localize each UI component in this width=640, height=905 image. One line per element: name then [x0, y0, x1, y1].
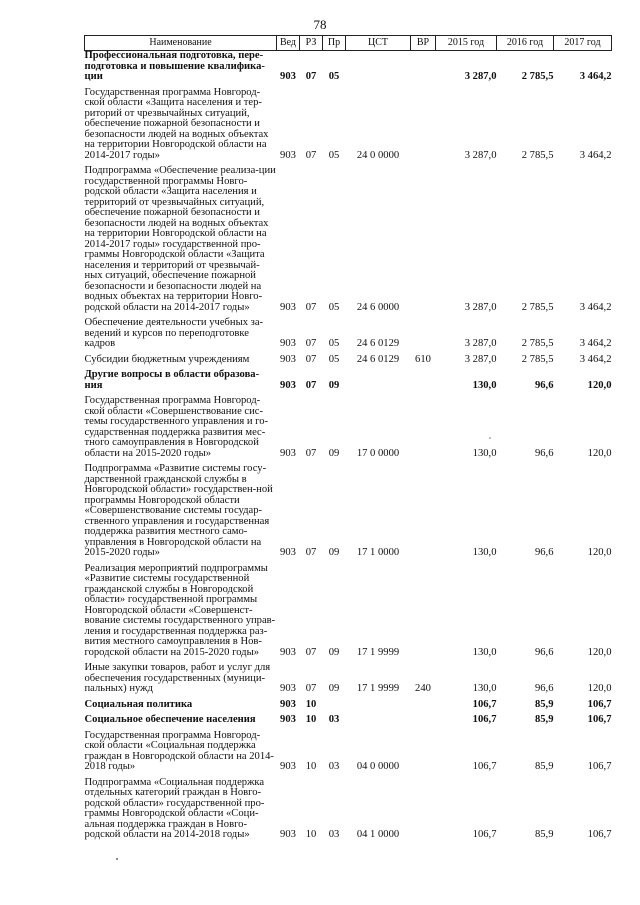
row-rz: 07: [305, 379, 317, 391]
row-2017: 120,0: [587, 447, 612, 459]
row-rz: 10: [305, 698, 317, 710]
row-rz: 10: [305, 714, 317, 725]
row-name: Подпрограмма «Обеспечение реализа-ции государственной программы Новго-родской области «Защита населения и территорий от чрезвычайных ситуаций, обеспечение пожарной безопасности и безопасности людей на водных объектах на территории Новгородской области на 2014-2017 годы» государственной про-граммы Новгородской области «Защита населения и территорий от чрезвычай-ных ситуаций, обеспечение пожарной безопасности и безопасности людей на водных объектах на территории Новго-родской области на 2014-2017 годы»: [84, 165, 276, 313]
table-row: [85, 351, 612, 367]
row-pr: 05: [328, 301, 340, 313]
row-2015: 106,7: [472, 829, 497, 840]
table-body: [85, 51, 612, 842]
header-vr: ВР: [411, 36, 436, 51]
row-2017: 120,0: [587, 646, 612, 658]
row-2016: 2 785,5: [521, 71, 554, 82]
row-2016: 2 785,5: [521, 353, 554, 365]
row-2017: 3 464,2: [579, 149, 612, 161]
row-2015: 130,0: [472, 379, 497, 391]
scan-speck: [489, 437, 491, 439]
row-ved: 903: [280, 338, 296, 349]
row-2015: 130,0: [472, 447, 497, 459]
row-2015: 106,7: [472, 698, 497, 710]
row-pr: 05: [328, 338, 340, 349]
row-2015: 3 287,0: [464, 353, 497, 365]
row-pr: 03: [328, 714, 340, 725]
row-rz: 07: [305, 683, 317, 694]
row-name: Государственная программа Новгород-ской области «Защита населения и тер-риторий от чрезвычайных ситуаций, обеспечение пожарной безопасности и безопасности людей на водных объектах на территории Новгородской области на 2014-2017 годы»: [84, 86, 269, 161]
row-rz: 07: [305, 447, 317, 459]
header-2016: 2016 год: [497, 36, 554, 51]
table-header-row: [85, 36, 612, 51]
row-name: Государственная программа Новгород-ской области «Совершенствование сис-темы государственного управления и го-сударственная поддержка развития мес-тного самоуправления в Новгородской области на 2015-2020 годы»: [84, 395, 269, 459]
table-row: [85, 774, 612, 842]
row-cst: [346, 51, 411, 84]
row-2015: 3 287,0: [464, 301, 497, 313]
row-cst: 17 1 9999: [356, 683, 400, 694]
row-ved: 903: [280, 149, 296, 161]
table-row: [85, 51, 612, 84]
row-2015: 130,0: [472, 646, 497, 658]
row-2017: 106,7: [587, 714, 612, 725]
row-vr: [411, 314, 436, 351]
row-cst: 24 6 0129: [356, 338, 400, 349]
row-2017: 106,7: [587, 698, 612, 710]
budget-table: [84, 35, 612, 842]
row-vr: [411, 696, 436, 712]
row-2015: 3 287,0: [464, 71, 497, 82]
row-cst: 24 0 0000: [356, 149, 400, 161]
row-rz: 07: [305, 338, 317, 349]
header-cst: ЦСТ: [346, 36, 411, 51]
row-name: Социальное обеспечение населения: [84, 714, 256, 725]
row-cst: 24 6 0000: [356, 301, 400, 313]
row-pr: 05: [328, 149, 340, 161]
row-2016: 96,6: [534, 683, 554, 694]
row-rz: 10: [305, 829, 317, 840]
row-name: Профессиональная подготовка, пере-подготовка и повышение квалифика-ции: [84, 50, 265, 82]
table-row: [85, 460, 612, 560]
row-2016: 96,6: [534, 379, 554, 391]
row-ved: 903: [280, 447, 296, 459]
row-name: Иные закупки товаров, работ и услуг для обеспечения государственных (муници-пальных) нужд: [84, 662, 271, 694]
row-2016: 96,6: [534, 646, 554, 658]
row-pr: 09: [328, 379, 340, 391]
row-cst: 24 6 0129: [356, 353, 400, 365]
row-vr: [411, 162, 436, 314]
row-ved: 903: [280, 646, 296, 658]
table-row: [85, 727, 612, 774]
row-name: Реализация мероприятий подпрограммы «Развитие системы государственной гражданской службы в Новгородской области» государственной программы Новгородской области «Совершенст-вование системы государственного управ-ления и государственная поддержка раз-вития местного самоуправления в Нов-городской области на 2015-2020 годы»: [84, 562, 276, 658]
row-2017: 106,7: [587, 829, 612, 840]
row-ved: 903: [280, 547, 296, 558]
row-rz: 07: [305, 301, 317, 313]
row-2015: 3 287,0: [464, 338, 497, 349]
row-name: Государственная программа Новгород-ской области «Социальная поддержка граждан в Новгородской области на 2014-2018 годы»: [84, 729, 274, 772]
row-rz: 07: [305, 646, 317, 658]
row-pr: [323, 696, 346, 712]
row-2016: 96,6: [534, 447, 554, 459]
row-ved: 903: [280, 683, 296, 694]
row-cst: 17 1 9999: [356, 646, 400, 658]
row-2015: 106,7: [472, 761, 497, 772]
row-pr: 09: [328, 646, 340, 658]
row-ved: 903: [280, 761, 296, 772]
row-vr: [411, 392, 436, 460]
row-ved: 903: [280, 353, 296, 365]
page-number: 78: [313, 17, 327, 32]
header-2017: 2017 год: [554, 36, 612, 51]
row-cst: 17 0 0000: [356, 447, 400, 459]
row-pr: 05: [328, 71, 340, 82]
row-2016: 85,9: [534, 829, 554, 840]
header-2015: 2015 год: [436, 36, 497, 51]
row-vr: [411, 774, 436, 842]
row-2016: 2 785,5: [521, 338, 554, 349]
row-2016: 96,6: [534, 547, 554, 558]
row-name: Подпрограмма «Развитие системы госу-дарственной гражданской службы в Новгородской области» государствен-ной программы Новгородской области «Совершенствование системы государ-ственного управления и государственная поддержка развития местного само-управления в Новгородской области на 2015-2020 годы»: [84, 463, 273, 558]
row-ved: 903: [280, 301, 296, 313]
row-cst: [346, 711, 411, 727]
row-rz: 07: [305, 149, 317, 161]
table-row: [85, 366, 612, 392]
table-row: [85, 314, 612, 351]
header-pr: Пр: [323, 36, 346, 51]
row-cst: 04 0 0000: [356, 761, 400, 772]
row-name: Социальная политика: [84, 698, 193, 710]
row-pr: 09: [328, 683, 340, 694]
row-2017: 3 464,2: [579, 353, 612, 365]
row-vr: 610: [415, 353, 431, 365]
row-2016: 2 785,5: [521, 301, 554, 313]
row-rz: 10: [305, 761, 317, 772]
table-row: [85, 392, 612, 460]
row-vr: [411, 560, 436, 660]
row-pr: 09: [328, 447, 340, 459]
row-vr: [411, 711, 436, 727]
header-name: Наименование: [85, 36, 277, 51]
row-ved: 903: [280, 71, 296, 82]
row-vr: [411, 366, 436, 392]
row-pr: 05: [328, 353, 340, 365]
row-ved: 903: [280, 379, 296, 391]
row-rz: 07: [305, 547, 317, 558]
row-vr: 240: [415, 683, 431, 694]
table-row: [85, 696, 612, 712]
row-vr: [411, 51, 436, 84]
row-cst: [346, 696, 411, 712]
table-row: [85, 560, 612, 660]
row-2017: 120,0: [587, 379, 612, 391]
table-row: [85, 162, 612, 314]
table-row: [85, 711, 612, 727]
row-2017: 120,0: [587, 547, 612, 558]
row-ved: 903: [280, 698, 296, 710]
row-2016: 85,9: [534, 698, 554, 710]
row-2016: 2 785,5: [521, 149, 554, 161]
row-2015: 106,7: [472, 714, 497, 725]
header-ved: Вед: [277, 36, 300, 51]
row-2017: 120,0: [587, 683, 612, 694]
row-rz: 07: [305, 353, 317, 365]
row-ved: 903: [280, 829, 296, 840]
row-2015: 3 287,0: [464, 149, 497, 161]
table-row: [85, 84, 612, 163]
row-pr: 03: [328, 761, 340, 772]
row-cst: 04 1 0000: [356, 829, 400, 840]
row-pr: 09: [328, 547, 340, 558]
row-2017: 3 464,2: [579, 301, 612, 313]
row-2016: 85,9: [534, 714, 554, 725]
row-name: Другие вопросы в области образова-ния: [84, 369, 260, 391]
row-vr: [411, 727, 436, 774]
row-2015: 130,0: [472, 547, 497, 558]
table-row: [85, 659, 612, 696]
row-2017: 3 464,2: [579, 71, 612, 82]
row-cst: [346, 366, 411, 392]
header-rz: РЗ: [300, 36, 323, 51]
row-2017: 3 464,2: [579, 338, 612, 349]
row-name: Субсидии бюджетным учреждениям: [84, 353, 250, 365]
row-vr: [411, 460, 436, 560]
row-vr: [411, 84, 436, 163]
row-2016: 85,9: [534, 761, 554, 772]
row-cst: 17 1 0000: [356, 547, 400, 558]
scan-speck: [116, 858, 118, 860]
row-name: Подпрограмма «Социальная поддержка отдельных категорий граждан в Новго-родской области» государственной про-граммы Новгородской области «Соци-альная поддержка граждан в Новго-родской области на 2014-2018 годы»: [84, 776, 265, 840]
row-name: Обеспечение деятельности учебных за-ведений и курсов по переподготовке кадров: [84, 317, 264, 349]
row-rz: 07: [305, 71, 317, 82]
row-pr: 03: [328, 829, 340, 840]
row-2017: 106,7: [587, 761, 612, 772]
row-ved: 903: [280, 714, 296, 725]
row-2015: 130,0: [472, 683, 497, 694]
